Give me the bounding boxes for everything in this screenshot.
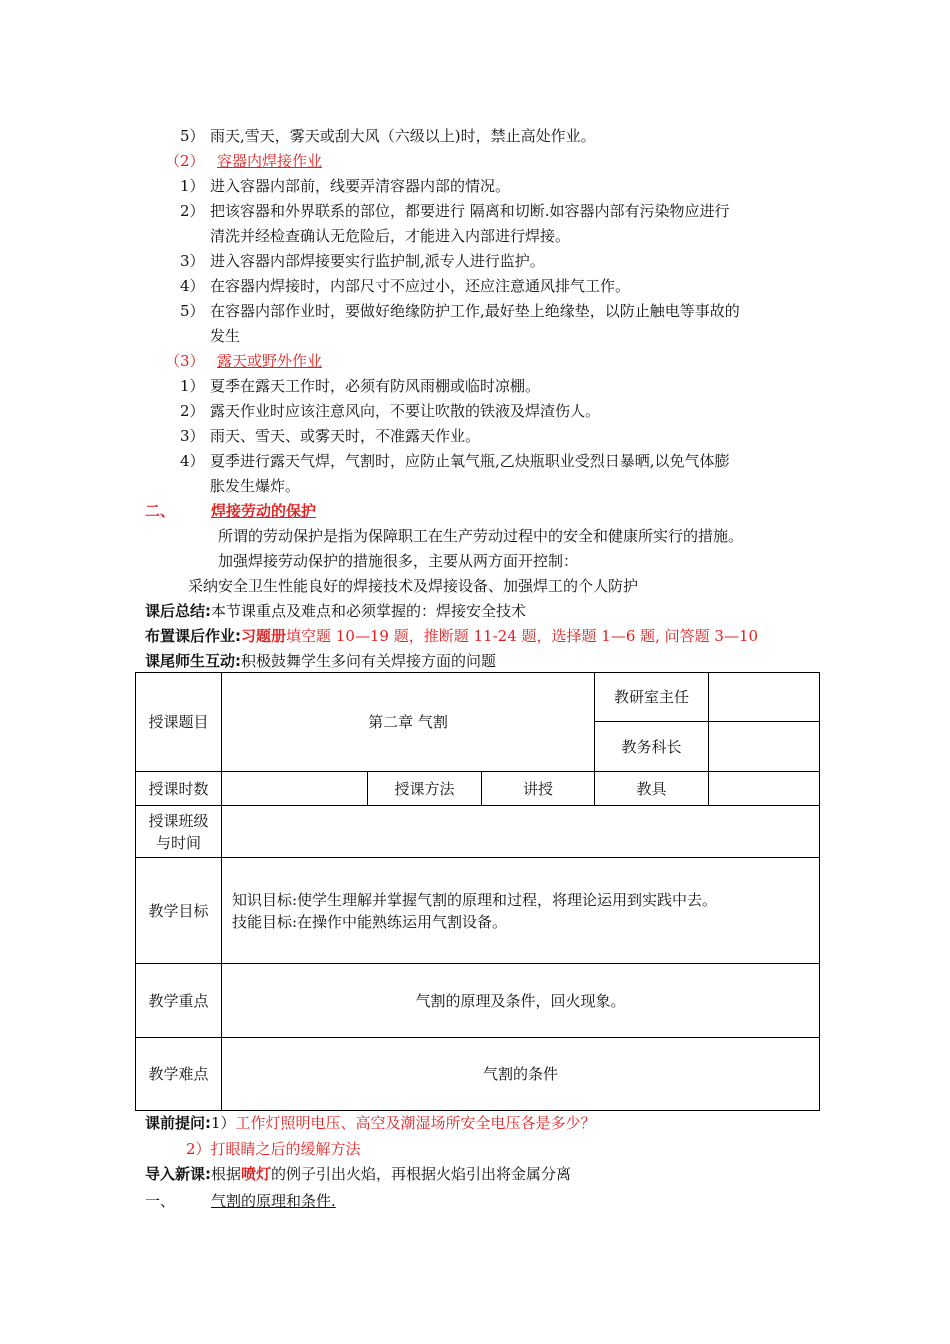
list-item xyxy=(180,400,600,422)
item-text: 雨天、雪天、或雾天时，不准露天作业。 xyxy=(210,427,481,445)
list-item xyxy=(180,125,596,147)
topic-label: 授课题目 xyxy=(136,673,222,772)
part-number: 二、 xyxy=(145,502,176,520)
item-number: 5） xyxy=(180,302,205,320)
intro-keyword: 喷灯 xyxy=(241,1165,272,1183)
item-text: 发生 xyxy=(210,327,241,345)
class-label-line1: 授课班级 xyxy=(148,811,209,830)
homework-book: 习题册 xyxy=(241,627,287,645)
class-value xyxy=(222,806,820,858)
item-text: 胀发生爆炸。 xyxy=(210,477,301,495)
list-item xyxy=(180,275,630,297)
intro-line xyxy=(145,1163,571,1185)
summary-text: 本节课重点及难点和必须掌握的：焊接安全技术 xyxy=(211,602,527,620)
director-label: 教研室主任 xyxy=(595,673,709,722)
item-number: 5） xyxy=(180,127,205,145)
item-number: 4） xyxy=(180,277,205,295)
topic-value: 第二章 气割 xyxy=(222,673,595,772)
part-heading xyxy=(145,1190,336,1212)
list-item xyxy=(180,200,730,222)
method-label: 授课方法 xyxy=(368,772,482,806)
lesson-plan-table xyxy=(135,672,820,1111)
item-number: 2） xyxy=(180,402,205,420)
dean-value xyxy=(709,722,820,772)
item-number: 3） xyxy=(180,252,205,270)
item-text: 夏季在露天工作时，必须有防风雨棚或临时凉棚。 xyxy=(210,377,541,395)
list-item xyxy=(180,450,730,472)
interaction-text: 积极鼓舞学生多问有关焊接方面的问题 xyxy=(241,652,497,670)
item-text: 把该容器和外界联系的部位，都要进行 隔离和切断.如容器内部有污染物应进行 xyxy=(210,202,730,220)
list-item-continuation xyxy=(210,325,240,347)
homework-line xyxy=(145,625,758,647)
homework-text: 填空题 10—19 题，推断题 11-24 题，选择题 1—6 题, 问答题 3—10 xyxy=(286,627,759,645)
list-item xyxy=(180,300,740,322)
list-item xyxy=(180,175,510,197)
goal-line2: 技能目标:在操作中能熟练运用气割设备。 xyxy=(232,912,508,931)
goal-value xyxy=(222,858,820,964)
section-heading xyxy=(165,350,322,372)
item-text: 雨天,雪天，雾天或刮大风（六级以上)时，禁止高处作业。 xyxy=(210,127,596,145)
item-text: 在容器内部作业时，要做好绝缘防护工作,最好垫上绝缘垫，以防止触电等事故的 xyxy=(210,302,740,320)
paragraph: 采纳安全卫生性能良好的焊接技术及焊接设备、加强焊工的个人防护 xyxy=(188,577,639,595)
summary-label: 课后总结: xyxy=(145,602,211,620)
intro-text-post: 的例子引出火焰，再根据火焰引出将金属分离 xyxy=(271,1165,572,1183)
goal-line1: 知识目标:使学生理解并掌握气割的原理和过程，将理论运用到实践中去。 xyxy=(232,890,718,909)
item-text: 清洗并经检查确认无危险后，才能进入内部进行焊接。 xyxy=(210,227,571,245)
section-title: 露天或野外作业 xyxy=(217,352,323,370)
item-text: 夏季进行露天气焊，气割时，应防止氧气瓶,乙炔瓶职业受烈日暴晒,以免气体膨 xyxy=(210,452,730,470)
item-text: 露天作业时应该注意风向，不要让吹散的铁液及焊渣伤人。 xyxy=(210,402,601,420)
item-text: 进入容器内部前，线要弄清容器内部的情况。 xyxy=(210,177,511,195)
class-label xyxy=(136,806,222,858)
goal-label: 教学目标 xyxy=(136,858,222,964)
section-number: （2） xyxy=(165,152,205,170)
intro-label: 导入新课: xyxy=(145,1165,211,1183)
pre-question-1: 工作灯照明电压、高空及潮湿场所安全电压各是多少？ xyxy=(235,1114,596,1132)
key-value: 气割的原理及条件，回火现象。 xyxy=(222,964,820,1038)
list-item-continuation xyxy=(210,225,570,247)
item-number: 1） xyxy=(180,177,205,195)
key-label: 教学重点 xyxy=(136,964,222,1038)
method-value: 讲授 xyxy=(482,772,595,806)
tools-value xyxy=(709,772,820,806)
list-item xyxy=(180,250,545,272)
pre-question-label: 课前提问: xyxy=(145,1114,211,1132)
part-title: 焊接劳动的保护 xyxy=(211,502,317,520)
pre-question-line xyxy=(145,1112,596,1134)
item-number: 2） xyxy=(180,202,205,220)
paragraph: 加强焊接劳动保护的措施很多，主要从两方面开控制： xyxy=(218,552,579,570)
homework-label: 布置课后作业: xyxy=(145,627,241,645)
pre-question-number: 1） xyxy=(211,1114,236,1132)
item-number: 4） xyxy=(180,452,205,470)
hours-value xyxy=(222,772,368,806)
interaction-label: 课尾师生互动: xyxy=(145,652,241,670)
intro-text-pre: 根据 xyxy=(211,1165,242,1183)
item-number: 3） xyxy=(180,427,205,445)
item-number: 1） xyxy=(180,377,205,395)
section-title: 容器内焊接作业 xyxy=(217,152,323,170)
part-number: 一、 xyxy=(145,1192,176,1210)
part-heading xyxy=(145,500,316,522)
difficulty-label: 教学难点 xyxy=(136,1038,222,1111)
list-item-continuation xyxy=(210,475,300,497)
list-item xyxy=(180,425,480,447)
class-label-line2: 与时间 xyxy=(155,833,201,852)
list-item xyxy=(180,375,540,397)
interaction-line xyxy=(145,650,496,672)
director-value xyxy=(709,673,820,722)
difficulty-value: 气割的条件 xyxy=(222,1038,820,1111)
hours-label: 授课时数 xyxy=(136,772,222,806)
item-text: 在容器内焊接时，内部尺寸不应过小，还应注意通风排气工作。 xyxy=(210,277,631,295)
item-text: 进入容器内部焊接要实行监护制,派专人进行监护。 xyxy=(210,252,545,270)
dean-label: 教务科长 xyxy=(595,722,709,772)
paragraph: 所谓的劳动保护是指为保障职工在生产劳动过程中的安全和健康所实行的措施。 xyxy=(218,527,744,545)
pre-question-2: 2）打眼睛之后的缓解方法 xyxy=(186,1140,361,1158)
section-heading xyxy=(165,150,322,172)
tools-label: 教具 xyxy=(595,772,709,806)
section-number: （3） xyxy=(165,352,205,370)
summary-line xyxy=(145,600,526,622)
part-title: 气割的原理和条件. xyxy=(211,1192,336,1210)
